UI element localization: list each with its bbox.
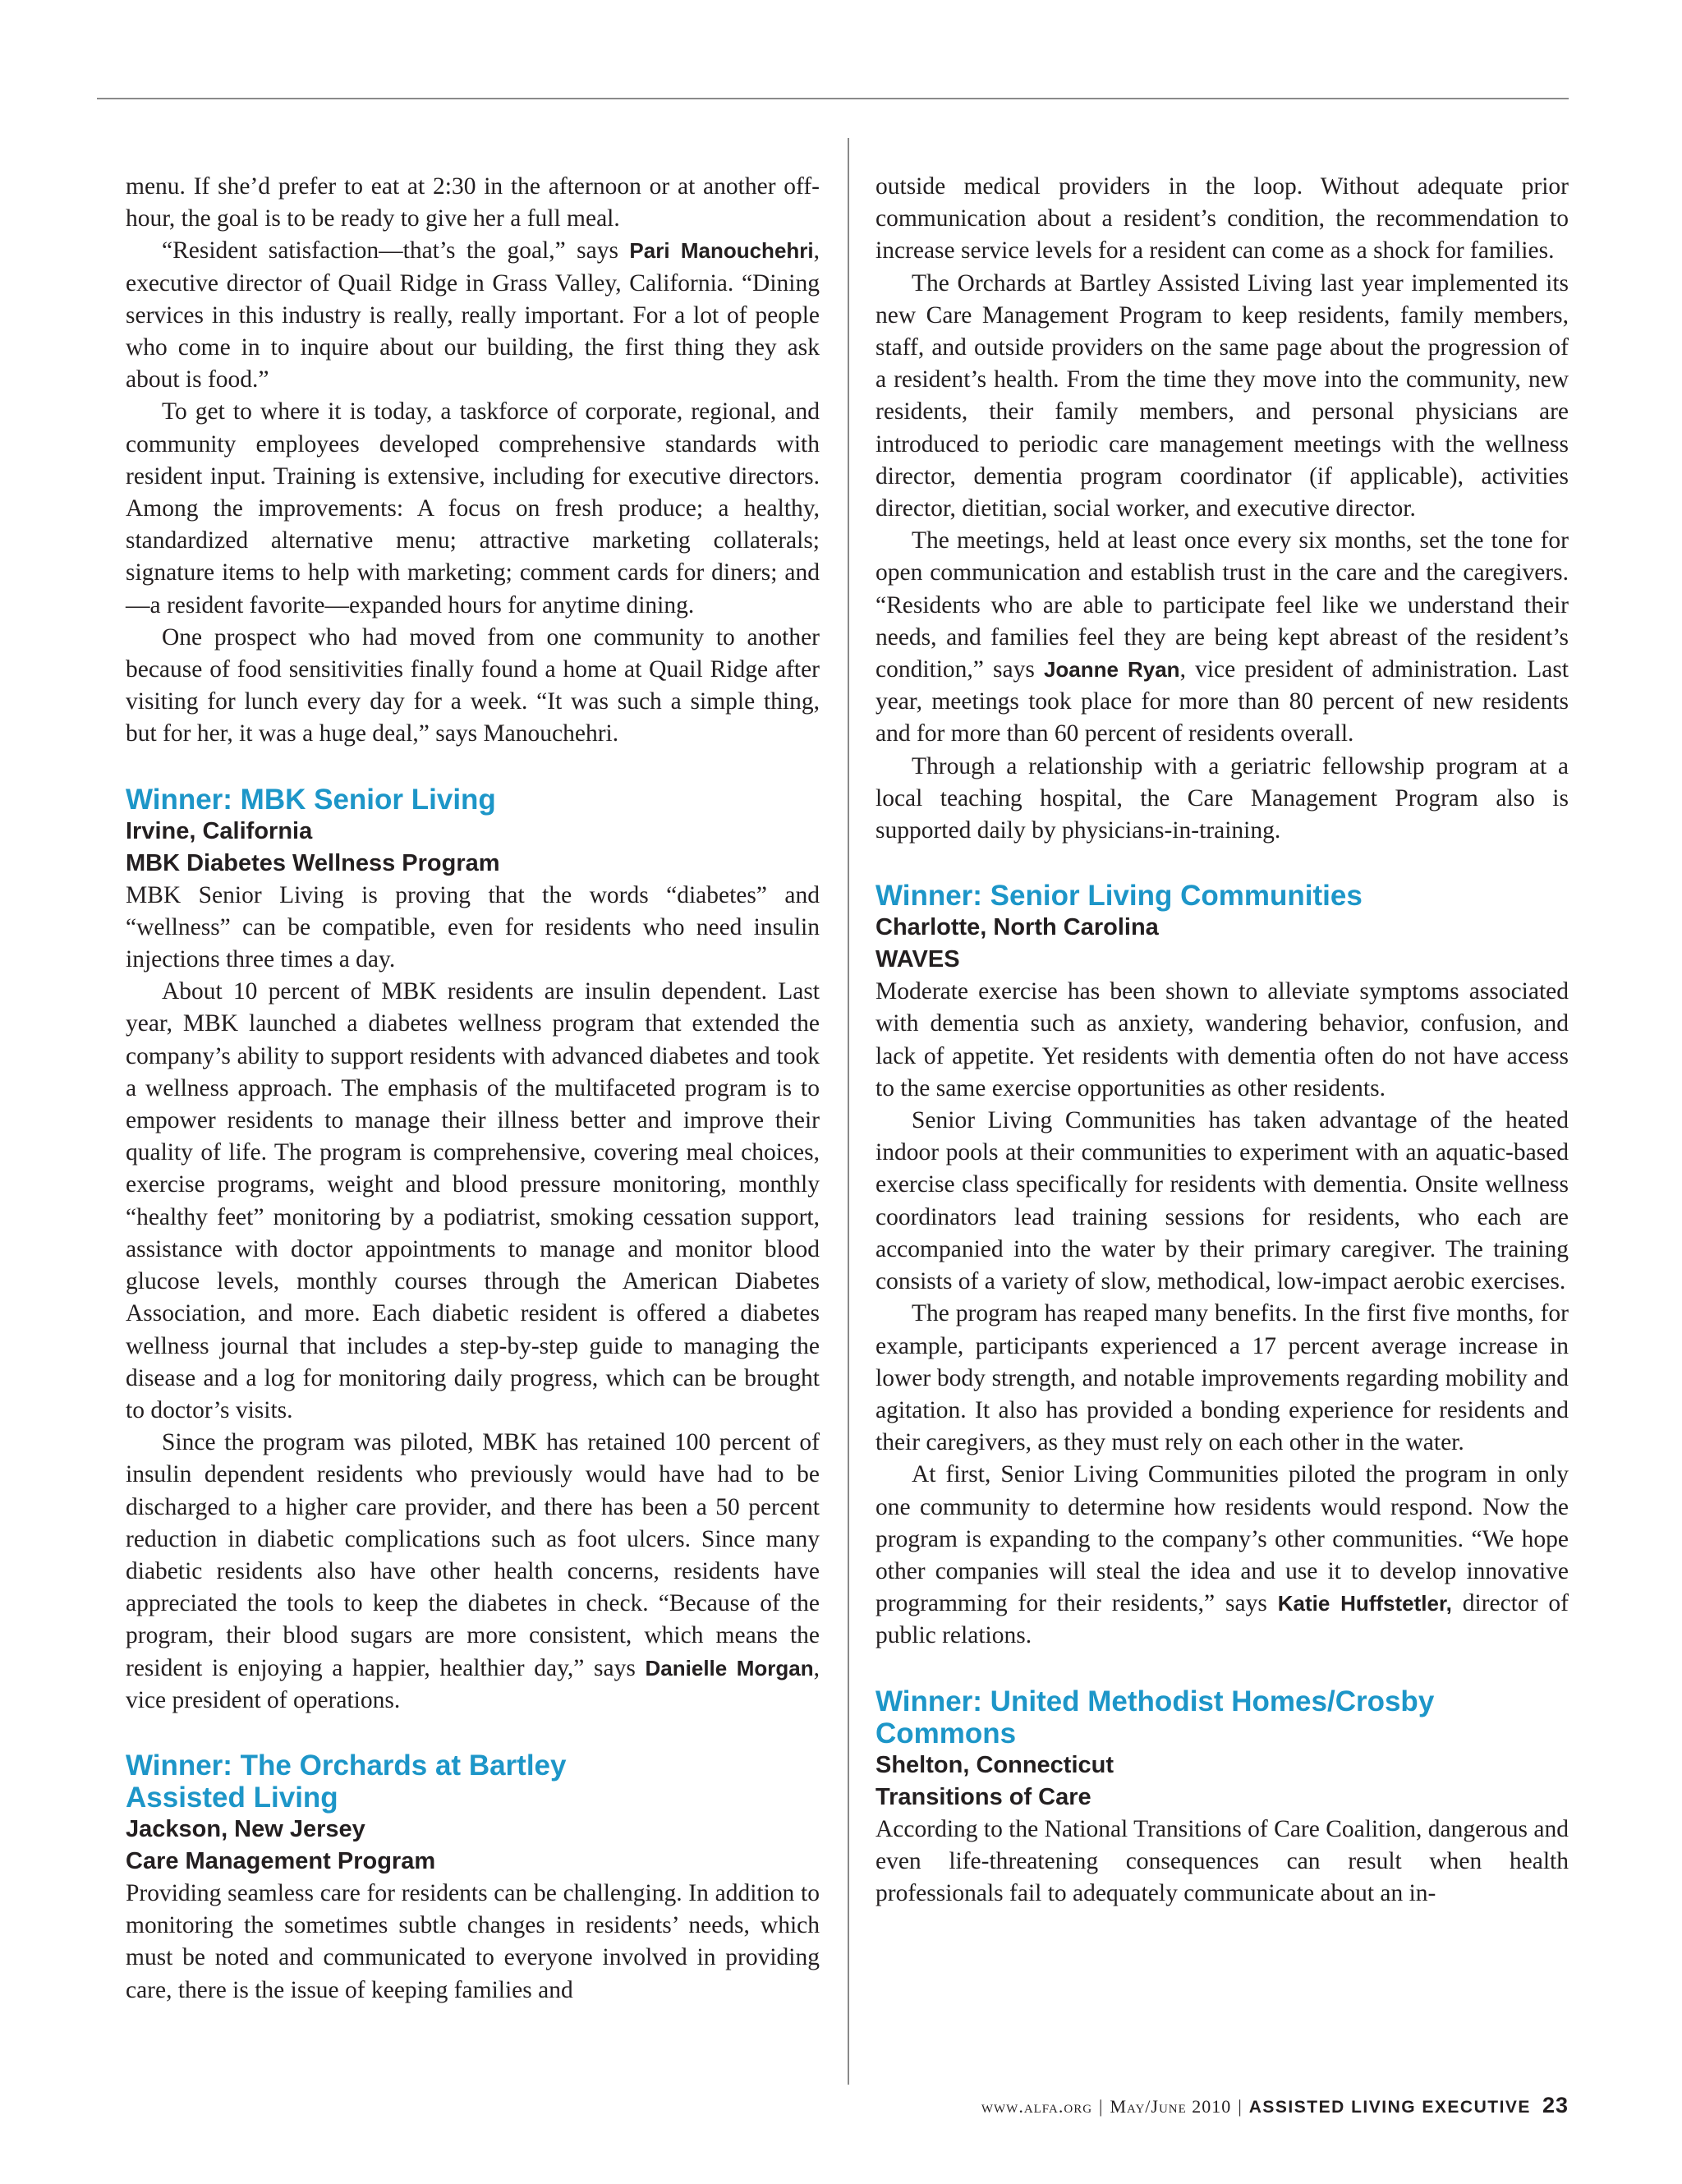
paragraph: MBK Senior Living is proving that the words “diabetes” and “wellness” can be compatible, even for residents who need insulin injections three times a day.: [126, 881, 820, 973]
header-rule: [97, 98, 1569, 99]
person-name: Danielle Morgan: [645, 1655, 814, 1681]
paragraph: According to the National Transitions of Care Coalition, dangerous and even life-threatening consequences can result when health professionals fail to adequately communicate about an in-: [875, 1815, 1569, 1906]
section-location: Shelton, Connecticut: [875, 1751, 1114, 1778]
paragraph: The meetings, held at least once every six months, set the tone for open communication and establish trust in the care and the caregivers. “Residents who are able to participate feel like we understand their needs, and families feel they are being kept abreast of the resident’s condition,” says Joanne Ryan, vice president of administration. Last year, meetings took place for more than 80 percent of new residents and for more than 60 percent of residents overall.: [875, 527, 1569, 747]
section-program: Care Management Program: [126, 1847, 436, 1874]
section-title: Winner: Senior Living Communities: [875, 880, 1363, 913]
section-program: MBK Diabetes Wellness Program: [126, 849, 500, 876]
paragraph: One prospect who had moved from one community to another because of food sensitivities finally found a home at Quail Ridge after visiting for lunch every day for a week. “It was such a simple thing, but for her, it was a huge deal,” says Manouchehri.: [126, 623, 820, 747]
person-name: Pari Manouchehri: [629, 238, 814, 264]
paragraph: Since the program was piloted, MBK has retained 100 percent of insulin dependent residents who previously would have had to be discharged to a higher care provider, and there has been a 50 percent reduction in diabetic complications such as foot ulcers. Since many diabetic residents also have other health concerns, residents have appreciated the tools to keep the diabetes in check. “Because of the program, their blood sugars are more consistent, which means the resident is enjoying a happier, healthier day,” says Danielle Morgan, vice president of operations.: [126, 1429, 820, 1713]
page-footer: www.alfa.org | May/June 2010 | ASSISTED LIVING EXECUTIVE 23: [981, 2093, 1569, 2117]
paragraph: “Resident satisfaction—that’s the goal,” says Pari Manouchehri, executive director of Quail Ridge in Grass Valley, California. “Dining services in this industry is really, really important. For a lot of people who come in to inquire about our building, the first thing they ask about is food.”: [126, 237, 820, 393]
paragraph: To get to where it is today, a taskforce of corporate, regional, and community employees developed comprehensive standards with resident input. Training is extensive, including for executive directors. Among the improvements: A focus on fresh produce; a healthy, standardized alternative menu; attractive marketing collaterals; signature items to help with marketing; comment cards for diners; and—a resident favorite—expanded hours for anytime dining.: [126, 398, 820, 618]
paragraph: Through a relationship with a geriatric fellowship program at a local teaching hospital, the Care Management Program also is supported daily by physicians-in-training.: [875, 752, 1569, 844]
section-location: Jackson, New Jersey: [126, 1815, 365, 1842]
person-name: Katie Huffstetler,: [1277, 1591, 1452, 1616]
paragraph: outside medical providers in the loop. Without adequate prior communication about a resident’s condition, the recommendation to increase service levels for a resident can come as a shock for families.: [875, 173, 1569, 264]
column-divider: [848, 138, 849, 2085]
paragraph: Providing seamless care for residents can be challenging. In addition to monitoring the sometimes subtle changes in residents’ needs, which must be noted and communicated to everyone involved in providing care, there is the issue of keeping families and: [126, 1879, 820, 2003]
section-title: Winner: The Orchards at Bartley Assisted Living: [126, 1749, 567, 1814]
left-column: [126, 171, 820, 2007]
footer-issue: May/June 2010: [1110, 2096, 1232, 2117]
footer-website: www.alfa.org: [981, 2096, 1093, 2117]
paragraph: About 10 percent of MBK residents are insulin dependent. Last year, MBK launched a diabetes wellness program that extended the company’s ability to support residents with advanced diabetes and took a wellness approach. The emphasis of the multifaceted program is to empower residents to manage their illness better and improve their quality of life. The program is comprehensive, covering meal choices, exercise programs, weight and blood pressure monitoring, monthly “healthy feet” monitoring by a podiatrist, smoking cessation support, assistance with doctor appointments to manage and monitor blood glucose levels, monthly courses through the American Diabetes Association, and more. Each diabetic resident is offered a diabetes wellness journal that includes a step-by-step guide to managing the disease and a log for monitoring daily progress, which can be brought to doctor’s visits.: [126, 978, 820, 1423]
section-title: Winner: MBK Senior Living: [126, 783, 496, 816]
footer-magazine: ASSISTED LIVING EXECUTIVE: [1248, 2098, 1531, 2117]
section-location: Irvine, California: [126, 817, 313, 844]
paragraph: The program has reaped many benefits. In the first five months, for example, participants experienced a 17 percent average increase in lower body strength, and notable improvements regarding mobility and agitation. It also has provided a bonding experience for residents and their caregivers, as they must rely on each other in the water.: [875, 1300, 1569, 1456]
section-location: Charlotte, North Carolina: [875, 914, 1159, 941]
right-column: [875, 171, 1569, 1910]
paragraph: The Orchards at Bartley Assisted Living last year implemented its new Care Management Program to keep residents, family members, staff, and outside providers on the same page about the progression of a resident’s health. From the time they move into the community, new residents, their family members, and personal physicians are introduced to periodic care management meetings with the wellness director, dementia program coordinator (if applicable), activities director, dietitian, social worker, and executive director.: [875, 269, 1569, 522]
section-program: Transitions of Care: [875, 1783, 1091, 1810]
paragraph: At first, Senior Living Communities piloted the program in only one community to determine how residents would respond. Now the program is expanding to the company’s other communities. “We hope other companies will steal the idea and use it to develop innovative programming for their residents,” says Katie Huffstetler, director of public relations.: [875, 1461, 1569, 1649]
section-program: WAVES: [875, 946, 960, 973]
person-name: Joanne Ryan: [1043, 657, 1180, 683]
section-title: Winner: United Methodist Homes/Crosby Commons: [875, 1685, 1435, 1749]
page-number: 23: [1542, 2093, 1569, 2117]
paragraph: Senior Living Communities has taken advantage of the heated indoor pools at their communities to experiment with an aquatic-based exercise class specifically for residents with dementia. Onsite wellness coordinators lead training sessions for residents, who each are accompanied into the water by their primary caregiver. The training consists of a variety of slow, methodical, low-impact aerobic exercises.: [875, 1107, 1569, 1295]
paragraph: menu. If she’d prefer to eat at 2:30 in the afternoon or at another off-hour, the goal is to be ready to give her a full meal.: [126, 173, 820, 232]
paragraph: Moderate exercise has been shown to alleviate symptoms associated with dementia such as anxiety, wandering behavior, confusion, and lack of appetite. Yet residents with dementia often do not have access to the same exercise opportunities as other residents.: [875, 978, 1569, 1101]
